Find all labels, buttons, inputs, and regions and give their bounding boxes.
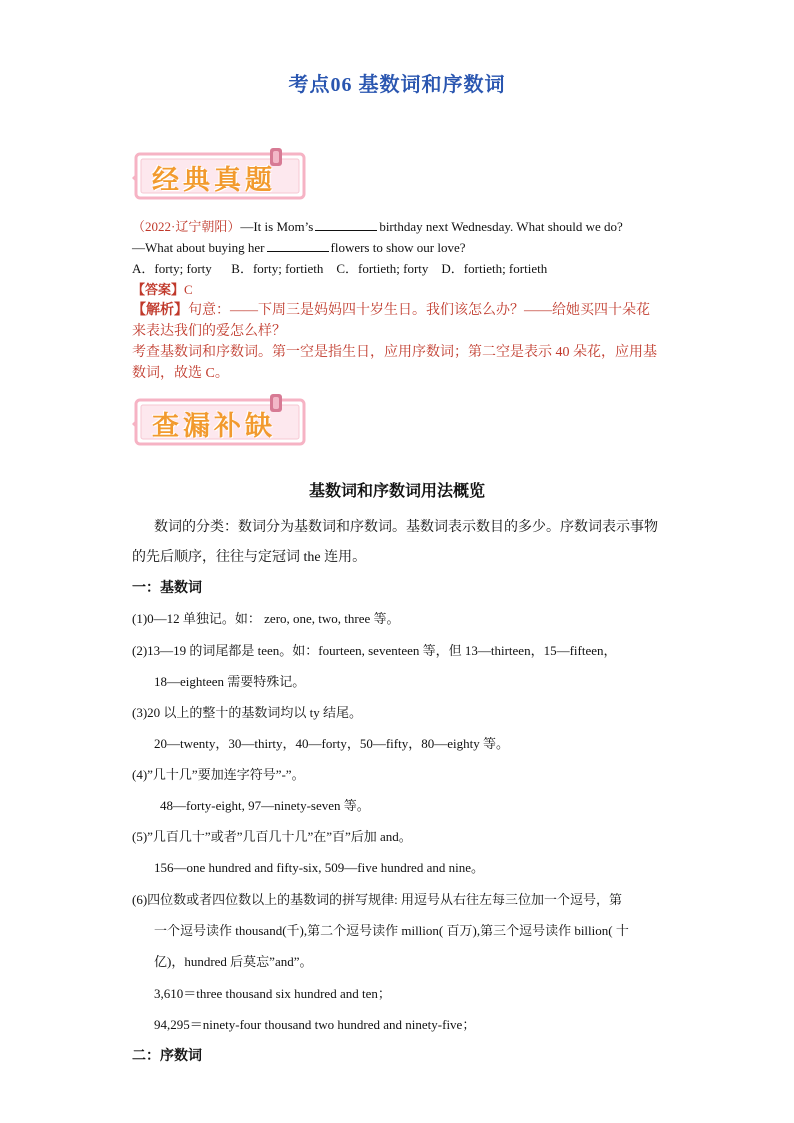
question-stem-2a: —What about buying her <box>132 240 265 255</box>
answer-label: 【答案】 <box>132 282 185 297</box>
analysis-line-1 <box>132 301 650 321</box>
analysis-label: 【解析】 <box>132 303 188 318</box>
section-cardinal-heading: 一：基数词 <box>132 581 202 596</box>
banner-classic-label: 经典真题 <box>152 165 276 196</box>
rule-6c: 亿)，hundred 后莫忘”and”。 <box>154 954 313 969</box>
question-stem-1a: —It is Mom’s <box>240 219 314 234</box>
overview-heading: 基数词和序数词用法概览 <box>308 483 485 500</box>
answer-value: C <box>184 282 193 297</box>
intro-line-2: 的先后顺序，往往与定冠词 the 连用。 <box>132 550 367 565</box>
question-line-2 <box>132 238 466 258</box>
rule-4a: (4)”几十几”要加连字符号”-”。 <box>132 767 305 782</box>
question-options: A．forty; forty B．forty; fortieth C．fortieth; forty D．fortieth; fortieth <box>132 261 548 276</box>
analysis-line-4: 数词，故选 C。 <box>132 366 229 381</box>
banner-classic-questions <box>132 148 308 202</box>
rule-5a: (5)”几百几十”或者”几百几十几”在”百”后加 and。 <box>132 829 412 844</box>
answer-blank-1 <box>315 218 377 231</box>
intro-line-1: 数词的分类：数词分为基数词和序数词。基数词表示数目的多少。序数词表示事物 <box>154 520 658 535</box>
rule-6e: 94,295＝ninety-four thousand two hundred and ninety-five； <box>154 1017 476 1032</box>
question-stem-2b: flowers to show our love? <box>330 240 466 255</box>
rule-1: (1)0—12 单独记。如： zero, one, two, three 等。 <box>132 611 400 626</box>
analysis-line-2: 来表达我们的爱怎么样？ <box>132 324 286 339</box>
rule-6a: (6)四位数或者四位数以上的基数词的拼写规律: 用逗号从右往左每三位加一个逗号，第 <box>132 892 623 907</box>
rule-4b: 48—forty-eight, 97—ninety-seven 等。 <box>160 798 370 813</box>
rule-2a: (2)13—19 的词尾都是 teen。如：fourteen, seventeen 等，但 13—thirteen，15—fifteen， <box>132 643 617 658</box>
rule-2b: 18—eighteen 需要特殊记。 <box>154 674 306 689</box>
rule-6b: 一个逗号读作 thousand(千),第二个逗号读作 million( 百万),第三个逗号读作 billion( 十 <box>154 923 629 938</box>
question-line-1 <box>132 217 623 237</box>
banner-review <box>132 394 308 448</box>
rule-6d: 3,610＝three thousand six hundred and ten； <box>154 986 391 1001</box>
answer-line <box>132 280 193 300</box>
analysis-text-1: 句意：——下周三是妈妈四十岁生日。我们该怎么办？——给她买四十朵花 <box>188 303 650 318</box>
section-ordinal-heading: 二：序数词 <box>132 1049 202 1064</box>
question-source: （2022·辽宁朝阳） <box>132 219 241 234</box>
rule-3a: (3)20 以上的整十的基数词均以 ty 结尾。 <box>132 705 363 720</box>
rule-3b: 20—twenty，30—thirty，40—forty，50—fifty，80—eighty 等。 <box>154 736 509 751</box>
page-title: 考点06 基数词和序数词 <box>288 74 506 96</box>
banner-review-label: 查漏补缺 <box>152 411 276 442</box>
answer-blank-2 <box>267 239 329 252</box>
analysis-line-3: 考查基数词和序数词。第一空是指生日，应用序数词；第二空是表示 40 朵花，应用基 <box>132 345 657 360</box>
rule-5b: 156—one hundred and fifty-six, 509—five hundred and nine。 <box>154 860 484 875</box>
question-stem-1b: birthday next Wednesday. What should we do? <box>379 219 623 234</box>
